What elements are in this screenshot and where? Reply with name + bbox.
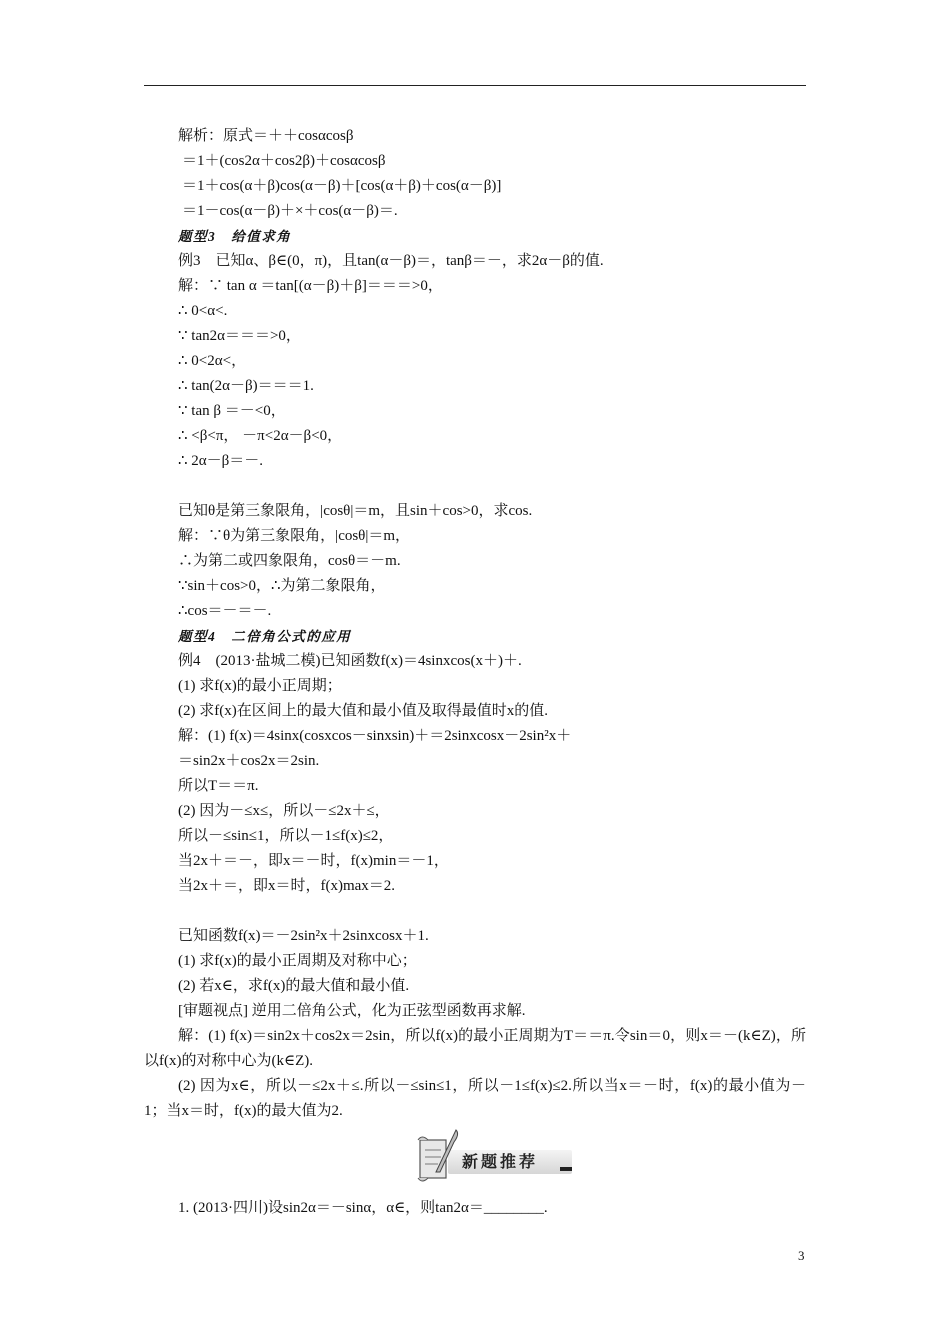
- page-body: [144, 124, 806, 1221]
- solution-line: ∴ 0<2α<，: [178, 353, 247, 369]
- solution-line: 解析：原式＝＋＋cosαcosβ: [178, 128, 354, 144]
- solution-line: ∴ 0<α<.: [178, 303, 228, 319]
- hint-line: [审题视点] 逆用二倍角公式，化为正弦型函数再求解.: [178, 1003, 526, 1019]
- solution-line: (2) 因为－≤x≤，所以－≤2x＋≤，: [178, 803, 390, 819]
- solution-line: ＝sin2x＋cos2x＝2sin.: [178, 753, 320, 769]
- solution-line: 解：∵θ为第三象限角，|cosθ|＝m，: [178, 528, 411, 544]
- spacer: [144, 474, 806, 499]
- page-number: 3: [798, 1248, 805, 1263]
- solution-line: ∵sin＋cos>0，∴为第二象限角，: [178, 578, 386, 594]
- example-statement: 例4 (2013·盐城二模)已知函数f(x)＝4sinxcos(x＋)＋.: [178, 653, 522, 669]
- solution-line: 当2x＋＝，即x＝时，f(x)max＝2.: [178, 878, 396, 894]
- solution-paragraph: [144, 1074, 806, 1124]
- solution-text: (2) 因为x∈，所以－≤2x＋≤.所以－≤sin≤1，所以－1≤f(x)≤2.所以当x＝－时，f(x)的最小值为－1；当x＝时，f(x)的最大值为2.: [144, 1078, 806, 1119]
- example-statement: 例3 已知α、β∈(0，π)，且tan(α－β)＝，tanβ＝－，求2α－β的值.: [178, 253, 604, 269]
- problem-statement: 已知θ是第三象限角，|cosθ|＝m，且sin＋cos>0，求cos.: [178, 503, 533, 519]
- solution-line: ∵ tan β ＝－<0，: [178, 403, 286, 419]
- header-rule: [144, 85, 806, 86]
- section-heading: 题型4 二倍角公式的应用: [178, 629, 352, 644]
- solution-line: ＝1－cos(α－β)＋×＋cos(α－β)＝.: [182, 203, 398, 219]
- exercise-question: 1. (2013·四川)设sin2α＝－sinα，α∈，则tan2α＝________.: [178, 1200, 548, 1216]
- banner-bar: [560, 1167, 572, 1171]
- new-question-banner: [144, 1124, 806, 1196]
- problem-statement: 已知函数f(x)＝－2sin²x＋2sinxcosx＋1.: [178, 928, 429, 944]
- solution-line: 解：∵ tan α ＝tan[(α－β)＋β]＝＝＝>0，: [178, 278, 443, 294]
- solution-line: 解：(1) f(x)＝4sinx(cosxcos－sinxsin)＋＝2sinxcosx－2sin²x＋: [178, 728, 572, 744]
- question-part: (1) 求f(x)的最小正周期；: [178, 678, 342, 694]
- banner-box: [412, 1126, 576, 1186]
- solution-text: 解：(1) f(x)＝sin2x＋cos2x＝2sin，所以f(x)的最小正周期为T＝＝π.令sin＝0，则x＝－(k∈Z)，所以f(x)的对称中心为(k∈Z).: [144, 1028, 806, 1069]
- solution-line: 所以T＝＝π.: [178, 778, 259, 794]
- solution-line: ＝1＋cos(α＋β)cos(α－β)＋[cos(α＋β)＋cos(α－β)]: [182, 178, 502, 194]
- banner-title: 新题推荐: [462, 1152, 539, 1171]
- solution-line: ＝1＋(cos2α＋cos2β)＋cosαcosβ: [182, 153, 386, 169]
- question-part: (2) 若x∈，求f(x)的最大值和最小值.: [178, 978, 410, 994]
- solution-line: ∴ <β<π， －π<2α－β<0，: [178, 428, 343, 444]
- spacer: [144, 899, 806, 924]
- solution-line: 当2x＋＝－，即x＝－时，f(x)min＝－1，: [178, 853, 449, 869]
- solution-line: ∴ 2α－β＝－.: [178, 453, 264, 469]
- solution-paragraph: [144, 1024, 806, 1074]
- section-heading: 题型3 给值求角: [178, 229, 292, 244]
- scroll-quill-icon: [412, 1126, 464, 1186]
- solution-line: ∵ tan2α＝＝＝>0，: [178, 328, 301, 344]
- solution-line: ∴为第二或四象限角，cosθ＝－m.: [178, 553, 401, 569]
- solution-line: 所以－≤sin≤1，所以－1≤f(x)≤2，: [178, 828, 394, 844]
- question-part: (1) 求f(x)的最小正周期及对称中心；: [178, 953, 417, 969]
- solution-line: ∴ tan(2α－β)＝＝＝1.: [178, 378, 314, 394]
- solution-line: ∴cos＝－＝－.: [178, 603, 272, 619]
- question-part: (2) 求f(x)在区间上的最大值和最小值及取得最值时x的值.: [178, 703, 548, 719]
